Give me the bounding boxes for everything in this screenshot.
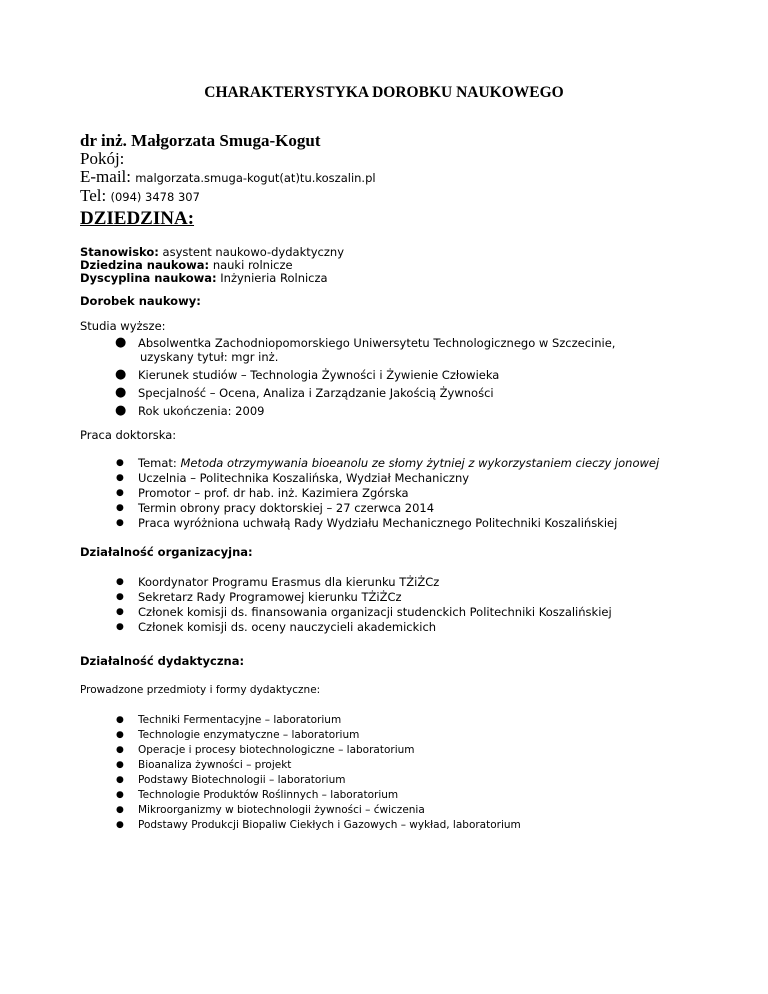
phd-list	[80, 456, 659, 531]
list-item: ● Członek komisji ds. oceny nauczycieli akademickich	[116, 620, 437, 634]
phd-topic-label: Temat:	[138, 456, 177, 470]
list-item: ● Operacje i procesy biotechnologiczne – laboratorium	[116, 744, 415, 756]
bullet-icon: ●	[115, 335, 127, 350]
list-item: ● Promotor – prof. dr hab. inż. Kazimiera Zgórska	[116, 486, 409, 500]
phd-label: Praca doktorska:	[80, 428, 177, 442]
bullet-icon: ●	[116, 518, 124, 528]
list-item: ● Rok ukończenia: 2009	[115, 403, 265, 418]
list-item: ● Podstawy Produkcji Biopaliw Ciekłych i Gazowych – wykład, laboratorium	[116, 819, 521, 831]
bullet-icon: ●	[116, 607, 124, 617]
bullet-icon: ●	[116, 622, 124, 632]
list-item: ● Specjalność – Ocena, Analiza i Zarządzanie Jakością Żywności	[115, 385, 494, 400]
bullet-icon: ●	[116, 730, 124, 740]
organizational-label: Działalność organizacyjna:	[80, 545, 253, 559]
room-line	[80, 150, 376, 168]
teaching-label: Działalność dydaktyczna:	[80, 654, 245, 668]
list-item: ● Absolwentka Zachodniopomorskiego Uniwersytetu Technologicznego w Szczecinie, uzyskany tytuł: mgr inż.	[115, 335, 616, 364]
list-item: ● Podstawy Biotechnologii – laboratorium	[116, 774, 346, 786]
list-item: ● Techniki Fermentacyjne – laboratorium	[116, 714, 342, 726]
email-line	[80, 168, 376, 187]
list-item: ● Uczelnia – Politechnika Koszalińska, Wydział Mechaniczny	[116, 471, 470, 485]
list-item: ● Mikroorganizmy w biotechnologii żywności – ćwiczenia	[116, 804, 425, 816]
bullet-icon: ●	[116, 473, 124, 483]
bullet-icon: ●	[116, 592, 124, 602]
bullet-icon: ●	[116, 715, 124, 725]
bullet-icon: ●	[116, 790, 124, 800]
list-item: ● Członek komisji ds. finansowania organizacji studenckich Politechniki Koszalińskiej	[116, 605, 612, 619]
bullet-icon: ●	[116, 488, 124, 498]
bullet-icon: ●	[116, 503, 124, 513]
list-item: ● Technologie Produktów Roślinnych – laboratorium	[116, 789, 399, 801]
position-label: Stanowisko:	[80, 245, 159, 259]
field-label: Dziedzina naukowa:	[80, 258, 210, 272]
list-item: ● Bioanaliza żywności – projekt	[116, 759, 292, 771]
discipline-line	[80, 272, 344, 285]
meta-block	[80, 246, 344, 285]
list-item: ● Sekretarz Rady Programowej kierunku TŻiŻCz	[116, 590, 402, 604]
bullet-icon: ●	[115, 367, 127, 382]
discipline-label: Dyscyplina naukowa:	[80, 271, 217, 285]
studies-label: Studia wyższe:	[80, 319, 166, 333]
author-name: dr inż. Małgorzata Smuga-Kogut	[80, 131, 321, 150]
list-item: ● Praca wyróżniona uchwałą Rady Wydziału Mechanicznego Politechniki Koszalińskiej	[116, 516, 618, 530]
phone-value: (094) 3478 307	[110, 190, 200, 204]
bullet-icon: ●	[116, 745, 124, 755]
bullet-icon: ●	[116, 760, 124, 770]
list-item: ● Koordynator Programu Erasmus dla kierunku TŻiŻCz	[116, 575, 440, 589]
bullet-icon: ●	[116, 820, 124, 830]
bullet-icon: ●	[116, 775, 124, 785]
author-block	[80, 132, 376, 206]
phone-label: Tel:	[80, 186, 107, 205]
bullet-icon: ●	[115, 403, 127, 418]
document-title: CHARAKTERYSTYKA DOROBKU NAUKOWEGO	[204, 84, 564, 101]
bullet-icon: ●	[116, 458, 124, 468]
phd-topic-value: Metoda otrzymywania bioeanolu ze słomy żytniej z wykorzystaniem cieczy jonowej	[180, 456, 660, 470]
bullet-icon: ●	[116, 805, 124, 815]
list-item: ● Kierunek studiów – Technologia Żywności i Żywienie Człowieka	[115, 367, 500, 382]
position-value: asystent naukowo-dydaktyczny	[162, 245, 345, 259]
discipline-value: Inżynieria Rolnicza	[220, 271, 328, 285]
field-value: nauki rolnicze	[212, 258, 293, 272]
phone-line	[80, 187, 376, 206]
list-item: ● Termin obrony pracy doktorskiej – 27 czerwca 2014	[116, 501, 435, 515]
studies-list	[80, 336, 615, 422]
teaching-list	[80, 713, 521, 833]
email-value: malgorzata.smuga-kogut(at)tu.koszalin.pl	[135, 171, 376, 185]
section-heading: DZIEDZINA:	[80, 208, 195, 229]
achievements-label: Dorobek naukowy:	[80, 294, 201, 308]
bullet-icon: ●	[116, 577, 124, 587]
organizational-list	[80, 575, 612, 635]
email-label: E-mail:	[80, 167, 131, 186]
list-item: ● Technologie enzymatyczne – laboratorium	[116, 729, 360, 741]
bullet-icon: ●	[115, 385, 127, 400]
list-item	[80, 456, 659, 471]
room-label: Pokój:	[80, 149, 125, 168]
teaching-sublabel: Prowadzone przedmioty i formy dydaktyczne:	[80, 684, 321, 696]
